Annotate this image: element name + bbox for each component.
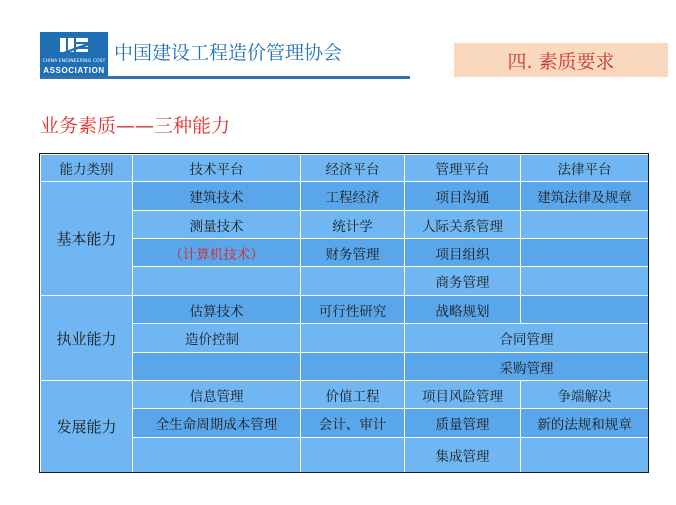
table-row <box>41 409 649 438</box>
table-cell: 集成管理 <box>405 438 521 473</box>
table-cell: 合同管理 <box>405 324 649 353</box>
table-header-row <box>41 155 649 182</box>
header-category: 能力类别 <box>41 155 133 182</box>
table-cell: 新的法规和规章 <box>521 409 649 438</box>
table-cell: 估算技术 <box>133 296 301 324</box>
header-tech: 技术平台 <box>133 155 301 182</box>
table-cell: 商务管理 <box>405 267 521 296</box>
table-cell <box>133 267 301 296</box>
logo-subtext: CHINA ENGINEERING COST <box>42 59 106 64</box>
table-cell: 价值工程 <box>301 381 405 409</box>
table-cell <box>301 267 405 296</box>
table-cell: 造价控制 <box>133 324 301 353</box>
ability-table <box>40 154 649 473</box>
category-practice: 执业能力 <box>41 296 133 381</box>
table-cell: 全生命周期成本管理 <box>133 409 301 438</box>
table-cell: 质量管理 <box>405 409 521 438</box>
table-cell: 建筑技术 <box>133 182 301 211</box>
table-cell: 项目风险管理 <box>405 381 521 409</box>
association-logo <box>40 32 108 78</box>
table-cell: 争端解决 <box>521 381 649 409</box>
table-cell <box>301 353 405 381</box>
table-cell <box>301 438 405 473</box>
logo-mark-icon <box>56 36 92 56</box>
table-row <box>41 353 649 381</box>
table-cell: 战略规划 <box>405 296 521 324</box>
table-row <box>41 182 649 211</box>
organization-name: 中国建设工程造价管理协会 <box>114 42 343 64</box>
table-row <box>41 239 649 267</box>
table-cell <box>133 353 301 381</box>
table-cell: 工程经济 <box>301 182 405 211</box>
logo-text: ASSOCIATION <box>43 66 105 75</box>
header-econ: 经济平台 <box>301 155 405 182</box>
table-cell <box>133 438 301 473</box>
table-cell: 财务管理 <box>301 239 405 267</box>
section-title-box <box>454 43 668 77</box>
table-cell: 会计、审计 <box>301 409 405 438</box>
table-cell: 可行性研究 <box>301 296 405 324</box>
header-law: 法律平台 <box>521 155 649 182</box>
table-cell <box>521 438 649 473</box>
table-row <box>41 296 649 324</box>
page-subtitle: 业务素质——三种能力 <box>40 115 231 137</box>
table-row <box>41 267 649 296</box>
section-title: 四. 素质要求 <box>507 50 615 73</box>
header-divider <box>40 76 410 79</box>
table-cell: （计算机技术） <box>133 239 301 267</box>
table-cell: 人际关系管理 <box>405 211 521 239</box>
table-cell: 项目组织 <box>405 239 521 267</box>
table-cell: 统计学 <box>301 211 405 239</box>
header-mgmt: 管理平台 <box>405 155 521 182</box>
table-cell <box>301 324 405 353</box>
table-cell <box>521 239 649 267</box>
table-cell: 测量技术 <box>133 211 301 239</box>
table-cell: 建筑法律及规章 <box>521 182 649 211</box>
table-cell: 采购管理 <box>405 353 649 381</box>
table-cell <box>521 267 649 296</box>
table-row <box>41 324 649 353</box>
category-basic: 基本能力 <box>41 182 133 296</box>
category-development: 发展能力 <box>41 381 133 473</box>
table-row <box>41 438 649 473</box>
table-cell: 项目沟通 <box>405 182 521 211</box>
table-cell <box>521 296 649 324</box>
table-row <box>41 211 649 239</box>
table-cell <box>521 211 649 239</box>
table-row <box>41 381 649 409</box>
table-cell: 信息管理 <box>133 381 301 409</box>
